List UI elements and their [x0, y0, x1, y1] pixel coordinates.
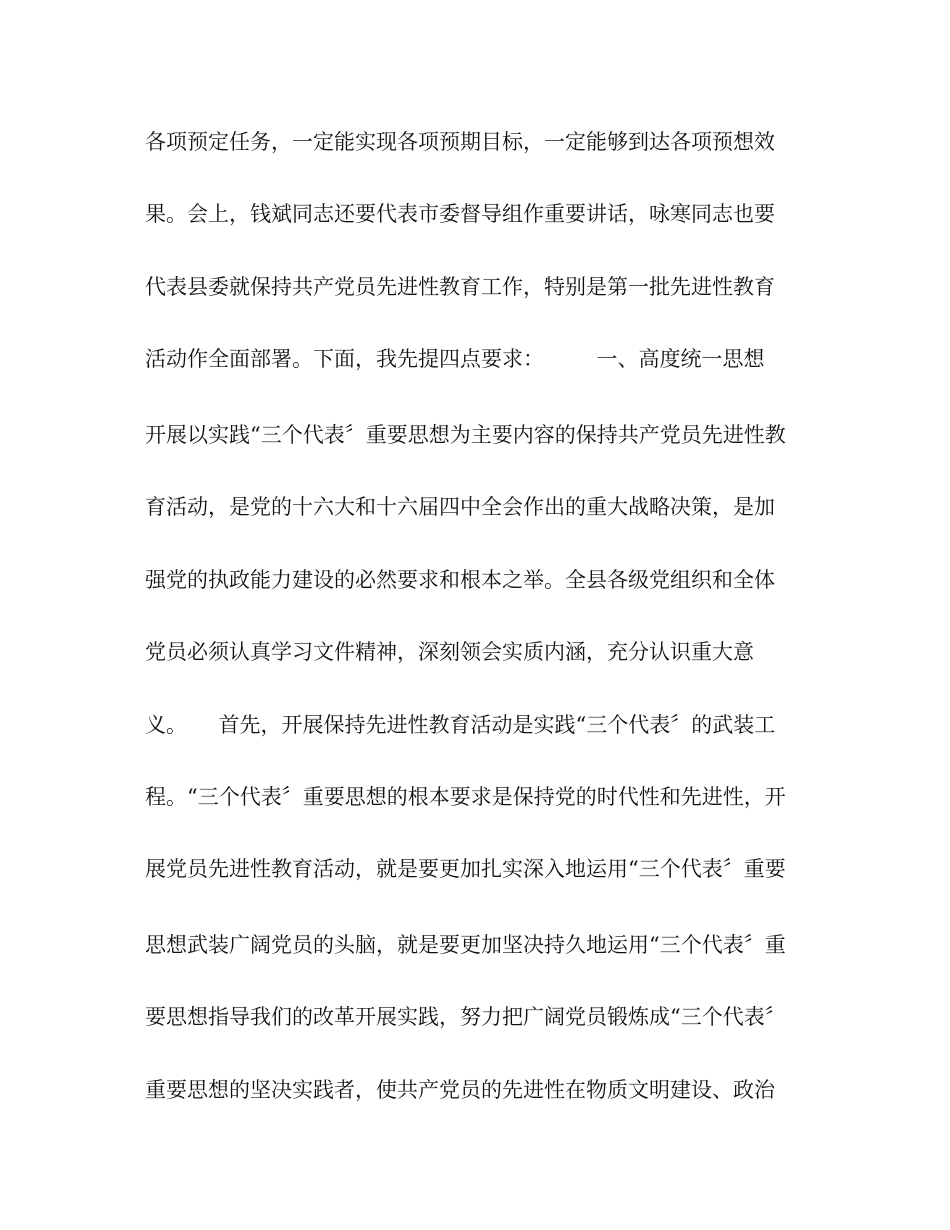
body-text-line: 要思想指导我们的改革开展实践，努力把广阔党员锻炼成“三个代表〞 — [145, 1005, 786, 1029]
body-text-line: 活动作全面部署。下面，我先提四点要求： 一、高度统一思想 — [145, 347, 765, 371]
body-text-line: 展党员先进性教育活动，就是要更加扎实深入地运用“三个代表〞重要 — [145, 857, 786, 881]
body-text-line: 果。会上，钱斌同志还要代表市委督导组作重要讲话，咏寒同志也要 — [145, 202, 775, 226]
body-text-line: 强党的执政能力建设的必然要求和根本之举。全县各级党组织和全体 — [145, 568, 775, 592]
body-text-line: 义。 首先，开展保持先进性教育活动是实践“三个代表〞的武装工 — [145, 713, 776, 737]
body-text-line: 思想武装广阔党员的头脑，就是要更加坚决持久地运用“三个代表〞重 — [145, 933, 786, 957]
body-text-line: 程。“三个代表〞重要思想的根本要求是保持党的时代性和先进性，开 — [145, 785, 786, 809]
body-text-line: 党员必须认真学习文件精神，深刻领会实质内涵，充分认识重大意 — [145, 640, 754, 664]
body-text-line: 代表县委就保持共产党员先进性教育工作，特别是第一批先进性教育 — [145, 275, 775, 299]
body-text-line: 育活动，是党的十六大和十六届四中全会作出的重大战略决策，是加 — [145, 495, 775, 519]
body-text-line: 开展以实践“三个代表〞重要思想为主要内容的保持共产党员先进性教 — [145, 423, 786, 447]
body-text-line: 各项预定任务，一定能实现各项预期目标，一定能够到达各项预想效 — [145, 130, 775, 154]
body-text-line: 重要思想的坚决实践者，使共产党员的先进性在物质文明建设、政治 — [145, 1078, 775, 1102]
